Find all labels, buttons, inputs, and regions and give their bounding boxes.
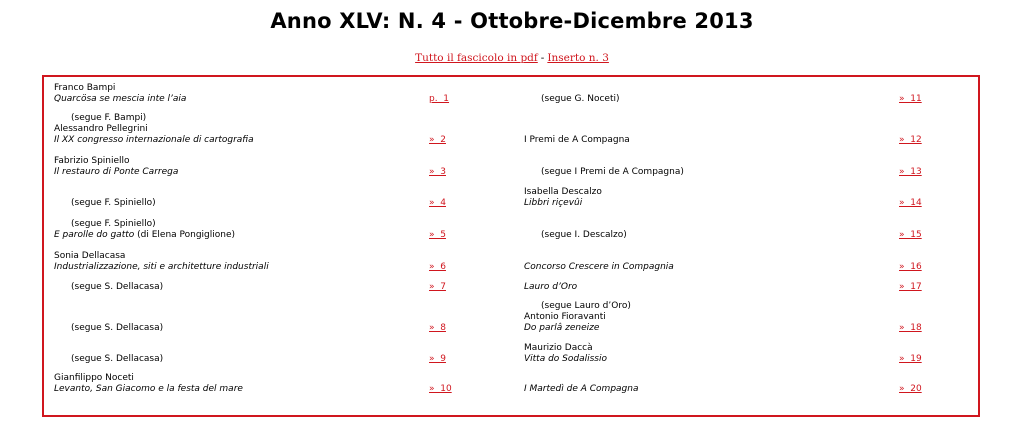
toc-entry-2	[54, 113, 254, 146]
entry-author: Sonia Dellacasa	[54, 251, 126, 261]
entry-continued: (segue F. Spiniello)	[71, 219, 156, 229]
entry-continued: (segue F. Bampi)	[71, 113, 147, 123]
toc-entry-8	[54, 323, 163, 334]
entry-title: Do parlâ zeneize	[524, 323, 600, 333]
entry-title-suffix: (di Elena Pongiglione)	[137, 230, 236, 240]
entry-continued: (segue F. Spiniello)	[71, 198, 156, 208]
page-link-3[interactable]: » 3	[429, 167, 446, 177]
toc-entry-11	[524, 94, 620, 105]
entry-author: Maurizio Daccà	[524, 343, 593, 353]
toc-entry-18	[524, 301, 631, 334]
full-issue-pdf-link[interactable]: Tutto il fascicolo in pdf	[415, 52, 538, 64]
page-link-5[interactable]: » 5	[429, 230, 446, 240]
page-link-13[interactable]: » 13	[899, 167, 922, 177]
entry-continued: (segue I. Descalzo)	[541, 230, 627, 240]
entry-author: Isabella Descalzo	[524, 187, 602, 197]
toc-entry-20	[524, 384, 638, 395]
entry-title: Industrializzazione, siti e architetture industriali	[54, 262, 269, 272]
page-link-12[interactable]: » 12	[899, 135, 922, 145]
toc-entry-6	[54, 251, 269, 273]
toc-entry-13	[524, 167, 684, 178]
page-link-10[interactable]: » 10	[429, 384, 452, 394]
entry-continued: (segue I Premi de A Compagna)	[541, 167, 684, 177]
toc-entry-9	[54, 354, 163, 365]
entry-plain: I Premi de A Compagna	[524, 135, 630, 145]
entry-title: Quarcösa se mescia inte l’aia	[54, 94, 187, 104]
toc-entry-12	[524, 135, 630, 146]
page-link-20[interactable]: » 20	[899, 384, 922, 394]
toc-entry-15	[524, 230, 627, 241]
toc-entry-10	[54, 373, 243, 395]
toc-entry-17	[524, 282, 577, 293]
page-link-2[interactable]: » 2	[429, 135, 446, 145]
entry-continued: (segue S. Dellacasa)	[71, 323, 164, 333]
entry-title: E parolle do gatto	[54, 230, 135, 240]
page-link-4[interactable]: » 4	[429, 198, 446, 208]
entry-title: I Martedì de A Compagna	[524, 384, 639, 394]
toc-entry-7	[54, 282, 163, 293]
entry-title: Il XX congresso internazionale di cartografia	[54, 135, 254, 145]
page-link-14[interactable]: » 14	[899, 198, 922, 208]
toc-entry-5	[54, 219, 235, 241]
page-link-9[interactable]: » 9	[429, 354, 446, 364]
entry-title: Il restauro di Ponte Carrega	[54, 167, 179, 177]
entry-continued: (segue G. Noceti)	[541, 94, 620, 104]
toc-entry-14	[524, 187, 602, 209]
toc-entry-1	[54, 83, 186, 105]
entry-title: Concorso Crescere in Compagnia	[524, 262, 674, 272]
toc-entry-19	[524, 343, 607, 365]
entry-title: Lauro d’Oro	[524, 282, 578, 292]
entry-title: Libbri riçevûi	[524, 198, 583, 208]
page-link-19[interactable]: » 19	[899, 354, 922, 364]
links-separator: -	[540, 52, 545, 64]
entry-continued: (segue S. Dellacasa)	[71, 282, 164, 292]
entry-continued: (segue S. Dellacasa)	[71, 354, 164, 364]
entry-author: Gianfilippo Noceti	[54, 373, 134, 383]
page-link-8[interactable]: » 8	[429, 323, 446, 333]
entry-author: Antonio Fioravanti	[524, 312, 606, 322]
entry-title: Levanto, San Giacomo e la festa del mare	[54, 384, 243, 394]
entry-title: Vitta do Sodalissio	[524, 354, 608, 364]
page-link-1[interactable]: p. 1	[429, 94, 450, 104]
table-of-contents	[42, 75, 980, 417]
issue-title: Anno XLV: N. 4 - Ottobre-Dicembre 2013	[270, 9, 754, 33]
page-link-16[interactable]: » 16	[899, 262, 922, 272]
toc-entry-3	[54, 156, 178, 178]
page-link-15[interactable]: » 15	[899, 230, 922, 240]
toc-entry-4	[54, 198, 156, 209]
header-links	[0, 52, 1024, 64]
page-link-11[interactable]: » 11	[899, 94, 922, 104]
toc-entry-16	[524, 262, 674, 273]
page-link-17[interactable]: » 17	[899, 282, 922, 292]
inserto-link[interactable]: Inserto n. 3	[547, 52, 609, 64]
entry-author: Alessandro Pellegrini	[54, 124, 148, 134]
entry-author: Franco Bampi	[54, 83, 116, 93]
entry-continued: (segue Lauro d’Oro)	[541, 301, 631, 311]
page-link-6[interactable]: » 6	[429, 262, 446, 272]
page-link-7[interactable]: » 7	[429, 282, 446, 292]
page-link-18[interactable]: » 18	[899, 323, 922, 333]
entry-author: Fabrizio Spiniello	[54, 156, 130, 166]
